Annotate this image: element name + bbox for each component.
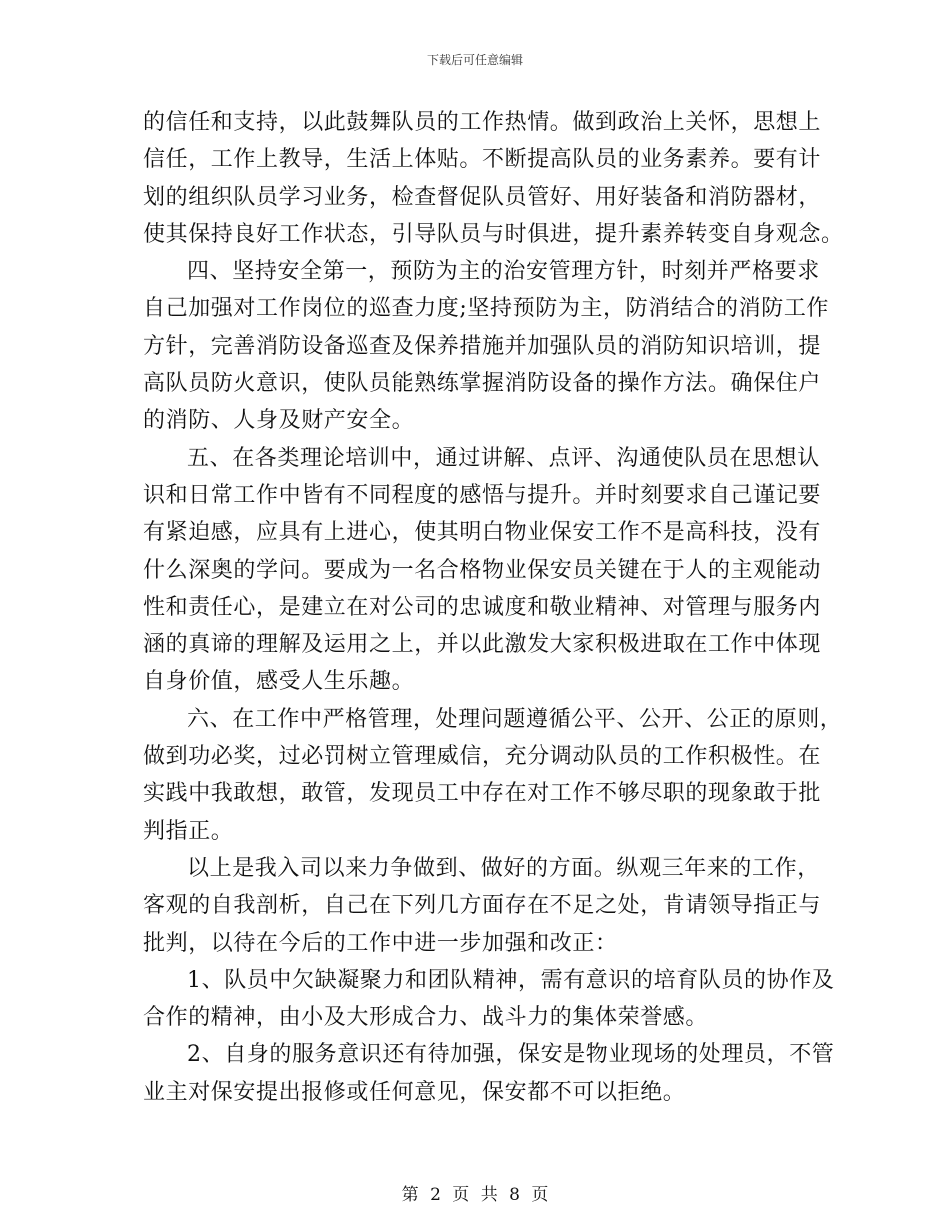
paragraph-safety-first: [143, 253, 830, 439]
text-line: 识和日常工作中皆有不同程度的感悟与提升。并时刻要求自己谨记要: [143, 482, 822, 508]
text-line: 性和责任心，是建立在对公司的忠诚度和敬业精神、对管理与服务内: [143, 594, 822, 620]
text-line: 的信任和支持，以此鼓舞队员的工作热情。做到政治上关怀，思想上: [143, 110, 822, 135]
paragraph-strict-management: [143, 701, 843, 850]
paragraph-item-2: [143, 1036, 835, 1111]
text-line: 高队员防火意识，使队员能熟练掌握消防设备的操作方法。确保住户: [143, 371, 822, 397]
text-line: 合作的精神，由小及大形成合力、战斗力的集体荣誉感。: [143, 1005, 709, 1031]
text-line: 什么深奥的学问。要成为一名合格物业保安员关键在于人的主观能动: [143, 557, 822, 583]
text-line: 信任，工作上教导，生活上体贴。不断提高队员的业务素养。要有计: [143, 147, 822, 173]
text-line: 1、队员中欠缺凝聚力和团队精神，需有意识的培育队员的协作及: [187, 967, 835, 993]
text-line: 四、坚持安全第一，预防为主的治安管理方针，时刻并严格要求: [187, 259, 820, 285]
text-line: 实践中我敢想，敢管，发现员工中存在对工作不够尽职的现象敢于批: [143, 781, 822, 807]
text-line: 客观的自我剖析，自己在下列几方面存在不足之处，肯请领导指正与: [143, 893, 822, 919]
text-line: 2、自身的服务意识还有待加强，保安是物业现场的处理员，不管: [187, 1042, 835, 1068]
text-line: 判指正。: [143, 818, 234, 844]
text-line: 使其保持良好工作状态，引导队员与时俱进，提升素养转变自身观念。: [143, 221, 844, 247]
page-header: 下载后可任意编辑: [426, 53, 523, 67]
page-number-footer: 第 2 页 共 8 页: [401, 1185, 549, 1205]
text-line: 做到功必奖，过必罚树立管理威信，充分调动队员的工作积极性。在: [143, 744, 822, 770]
paragraph-self-review: [143, 850, 822, 962]
text-line: 涵的真谛的理解及运用之上，并以此激发大家积极进取在工作中体现: [143, 632, 822, 658]
document-body: [143, 104, 844, 1111]
text-line: 方针，完善消防设备巡查及保养措施并加强队员的消防知识培训，提: [143, 333, 822, 359]
paragraph-item-1: [143, 962, 835, 1037]
text-line: 六、在工作中严格管理，处理问题遵循公平、公开、公正的原则，: [187, 706, 843, 732]
text-line: 有紧迫感，应具有上进心，使其明白物业保安工作不是高科技，没有: [143, 520, 822, 546]
text-line: 的消防、人身及财产安全。: [143, 408, 415, 434]
text-line: 自己加强对工作岗位的巡查力度;坚持预防为主，防消结合的消防工作: [143, 296, 830, 322]
text-line: 业主对保安提出报修或任何意见，保安都不可以拒绝。: [143, 1079, 686, 1105]
text-line: 自身价值，感受人生乐趣。: [143, 669, 415, 695]
text-line: 五、在各类理论培训中，通过讲解、点评、沟通使队员在思想认: [187, 445, 820, 471]
text-line: 批判，以待在今后的工作中进一步加强和改正：: [143, 930, 618, 956]
text-line: 划的组织队员学习业务，检查督促队员管好、用好装备和消防器材，: [143, 184, 822, 210]
text-line: 以上是我入司以来力争做到、做好的方面。纵观三年来的工作，: [187, 855, 820, 881]
paragraph-theory-training: [143, 440, 822, 701]
paragraph-trust-support: [143, 104, 844, 253]
